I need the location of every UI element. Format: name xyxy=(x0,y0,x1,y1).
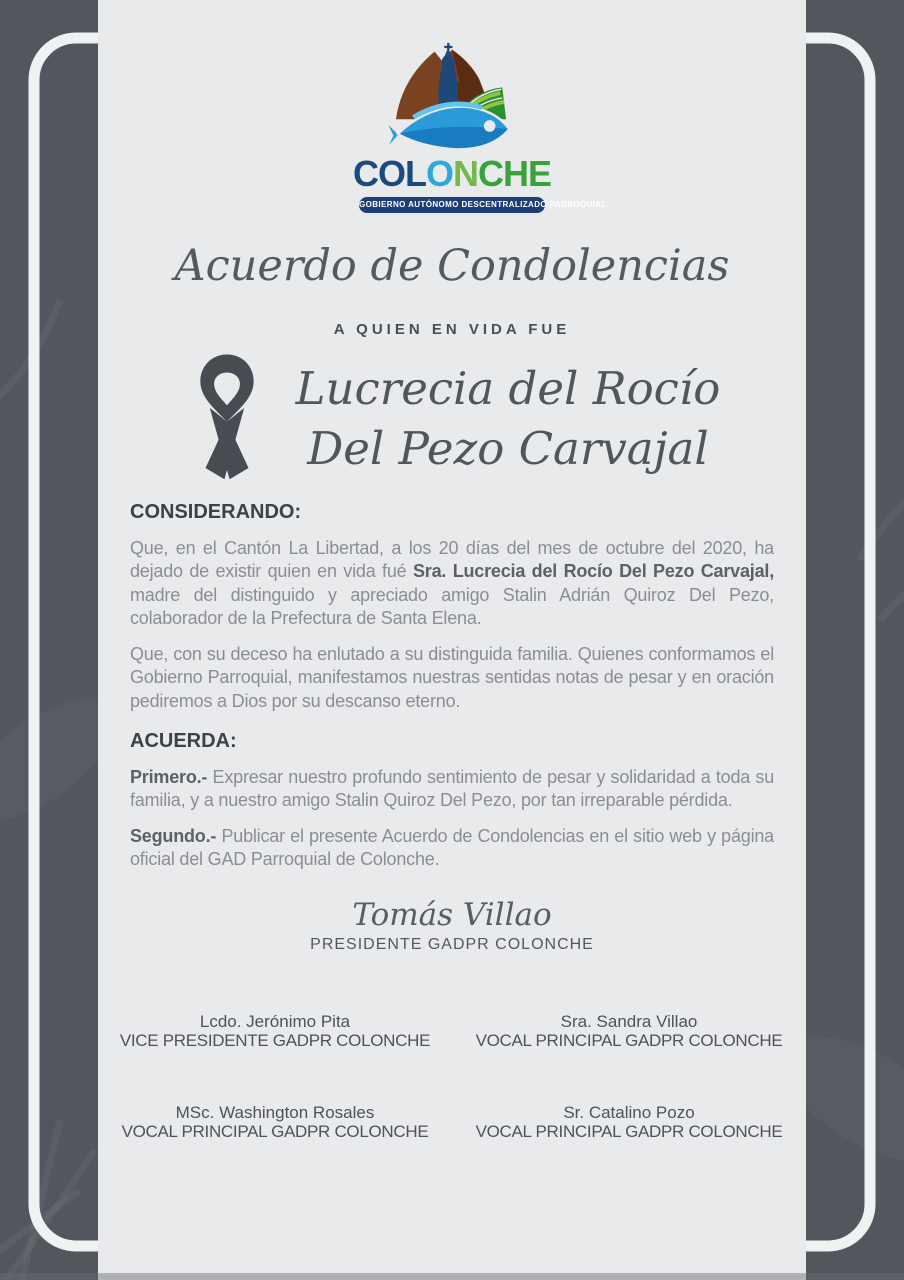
logo-banner: GOBIERNO AUTÓNOMO DESCENTRALIZADO PARROQUIAL xyxy=(359,197,545,213)
deceased-name-line2: Del Pezo Carvajal xyxy=(307,422,709,475)
signature-block-vicepresidente xyxy=(98,1012,452,1051)
document-card xyxy=(98,0,806,1280)
signature-block-vocal-3 xyxy=(452,1103,806,1142)
paragraph-considerando-1: Que, en el Cantón La Libertad, a los 20 días del mes de octubre del 2020, ha dejado de existir quien en vida fué Sra. Lucrecia del Rocío Del Pezo Carvajal, madre del distinguido y apreciado amigo Stalin Adrián Quiroz Del Pezo, colaborador de la Prefectura de Santa Elena. xyxy=(130,537,775,628)
document-body xyxy=(98,501,806,872)
signature-name: MSc. Washington Rosales xyxy=(175,1102,375,1122)
bottom-edge-shadow xyxy=(0,1273,904,1280)
deceased-name xyxy=(296,359,721,479)
paragraph-primero: Primero.- Expresar nuestro profundo sentimiento de pesar y solidaridad a toda su familia, y a nuestro amigo Stalin Quiroz Del Pezo, por tan irreparable pérdida. xyxy=(130,766,775,810)
colonche-logo xyxy=(98,0,806,213)
president-name: Tomás Villao xyxy=(352,896,552,933)
colonche-wordmark: COLONCHE xyxy=(352,153,552,194)
president-title: PRESIDENTE GADPR COLONCHE xyxy=(310,935,594,953)
colonche-logo-art xyxy=(384,40,520,154)
signature-title: VOCAL PRINCIPAL GADPR COLONCHE xyxy=(475,1121,783,1141)
signature-block-vocal-2 xyxy=(98,1103,452,1142)
signature-block-vocal-1 xyxy=(452,1012,806,1051)
signatures-grid xyxy=(98,1012,806,1194)
deceased-block xyxy=(98,354,806,484)
signature-name: Lcdo. Jerónimo Pita xyxy=(199,1011,351,1031)
signature-name: Sra. Sandra Villao xyxy=(560,1011,698,1031)
subtitle: A QUIEN EN VIDA FUE xyxy=(333,321,571,338)
signature-title: VOCAL PRINCIPAL GADPR COLONCHE xyxy=(475,1030,783,1050)
paragraph-segundo: Segundo.- Publicar el presente Acuerdo de Condolencias en el sitio web y página oficial del GAD Parroquial de Colonche. xyxy=(130,825,774,869)
acuerda-heading: ACUERDA: xyxy=(130,730,237,752)
president-signature xyxy=(98,896,806,954)
paragraph-considerando-2: Que, con su deceso ha enlutado a su distinguida familia. Quienes conformamos el Gobierno Parroquial, manifestamos nuestras sentidas notas de pesar y en oración pediremos a Dios por su descanso eterno. xyxy=(130,643,774,711)
signature-title: VOCAL PRINCIPAL GADPR COLONCHE xyxy=(121,1121,429,1141)
logo-fish-eye xyxy=(484,120,496,132)
mourning-ribbon-icon xyxy=(184,354,270,484)
signature-title: VICE PRESIDENTE GADPR COLONCHE xyxy=(119,1030,431,1050)
signature-name: Sr. Catalino Pozo xyxy=(563,1102,695,1122)
document-title: Acuerdo de Condolencias xyxy=(174,241,730,291)
considerando-heading: CONSIDERANDO: xyxy=(130,501,302,523)
deceased-name-line1: Lucrecia del Rocío xyxy=(295,362,721,415)
